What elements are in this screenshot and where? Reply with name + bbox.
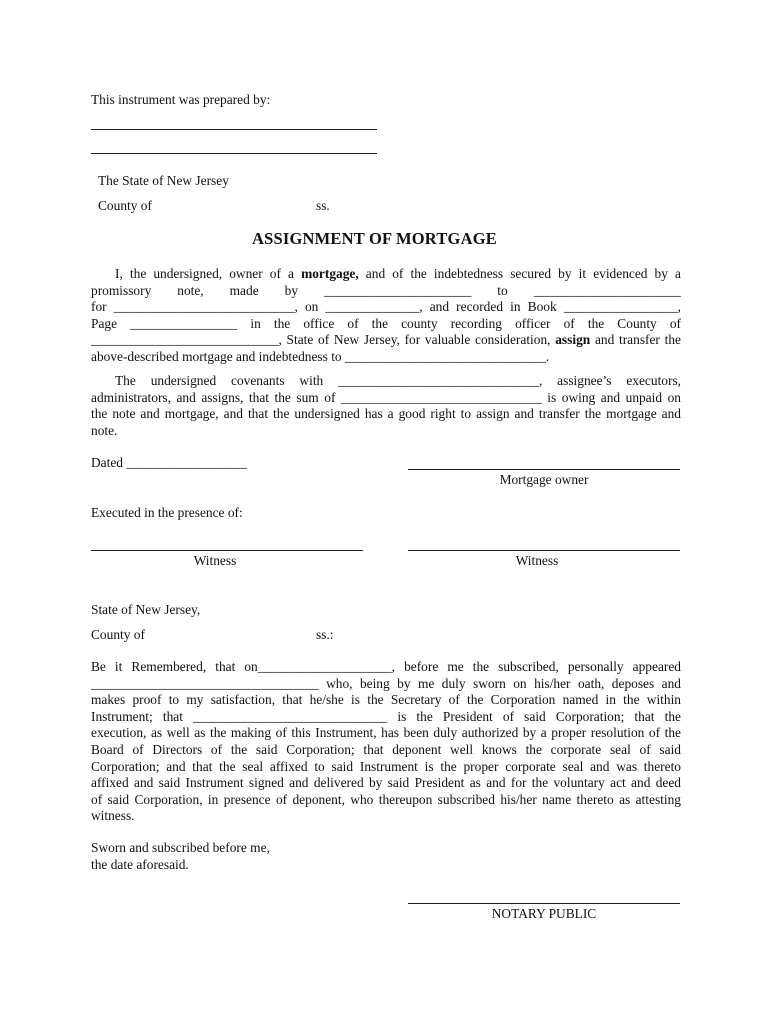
assignment-line-6: above-described mortgage and indebtedness to ______________________________. [91,348,550,364]
document-title: ASSIGNMENT OF MORTGAGE [252,229,497,248]
ack-line-10: witness. [91,808,135,824]
prepared-by-label: This instrument was prepared by: [91,92,271,107]
venue-state: The State of New Jersey [98,173,229,188]
assignment-line-4: Page ________________ in the office of the county recording officer of the County of [91,315,681,331]
venue-county: County of [98,198,152,213]
covenant-line-4: note. [91,422,118,438]
venue2-ss: ss.: [316,627,334,642]
ack-line-2: __________________________________ who, being by me duly sworn on his/her oath, deposes and [91,675,681,691]
assignment-line-2: promissory note, made by ______________________ to ______________________ [91,282,681,298]
notary-signature-line[interactable] [408,903,680,904]
owner-signature-line[interactable] [408,469,680,470]
sworn-line-2: the date aforesaid. [91,857,189,872]
assignment-paragraph [91,266,681,366]
ack-line-6: Board of Directors of the said Corporation; that deponent well knows the corporate seal of said [91,741,681,757]
ack-line-5: execution, as well as the making of this Instrument, has been duly authorized by a proper resolution of the [91,725,681,741]
witness-caption-right: Witness [515,553,559,568]
preparer-line-2[interactable] [91,153,377,154]
assignment-line-3: for ___________________________, on ______________, and recorded in Book _________________, [91,299,681,315]
ack-line-3: makes proof to my satisfaction, that he/she is the Secretary of the Corporation named in the within [91,692,681,708]
covenant-line-3: the note and mortgage, and that the undersigned has a good right to assign and transfer the mortgage and [91,406,681,422]
witness-caption-left: Witness [193,553,237,568]
ack-line-7: Corporation; and that the seal affixed to said Instrument is the proper corporate seal and was thereto [91,758,681,774]
assignment-line-1: I, the undersigned, owner of a mortgage, and of the indebtedness secured by it evidenced by a [115,266,681,281]
covenant-line-2: administrators, and assigns, that the sum of ______________________________ is owing and unpaid on [91,389,681,405]
sworn-line-1: Sworn and subscribed before me, [91,840,270,855]
ack-line-1: Be it Remembered, that on____________________, before me the subscribed, personally appeared [91,659,681,674]
venue2-county: County of [91,627,145,642]
ack-line-9: of said Corporation, in presence of deponent, who thereupon subscribed his/her name thereto as attesting [91,791,681,807]
acknowledgment-paragraph [91,659,681,825]
dated-field[interactable]: Dated __________________ [91,455,247,470]
witness-line-right[interactable] [408,550,680,551]
venue2-state: State of New Jersey, [91,602,201,617]
owner-caption: Mortgage owner [499,472,589,487]
covenant-line-1: The undersigned covenants with ______________________________, assignee’s executors, [115,373,681,388]
ack-line-4: Instrument; that _____________________________ is the President of said Corporation; that the [91,708,681,724]
ack-line-8: affixed and said Instrument signed and delivered by said President as and for the voluntary act and deed [91,775,681,791]
covenant-paragraph [91,373,681,439]
executed-label: Executed in the presence of: [91,505,243,520]
witness-line-left[interactable] [91,550,363,551]
assignment-line-5: ____________________________, State of New Jersey, for valuable consideration, assign and transfer the [91,332,681,348]
venue-ss: ss. [316,198,330,213]
notary-caption: NOTARY PUBLIC [491,906,597,921]
preparer-line-1[interactable] [91,129,377,130]
